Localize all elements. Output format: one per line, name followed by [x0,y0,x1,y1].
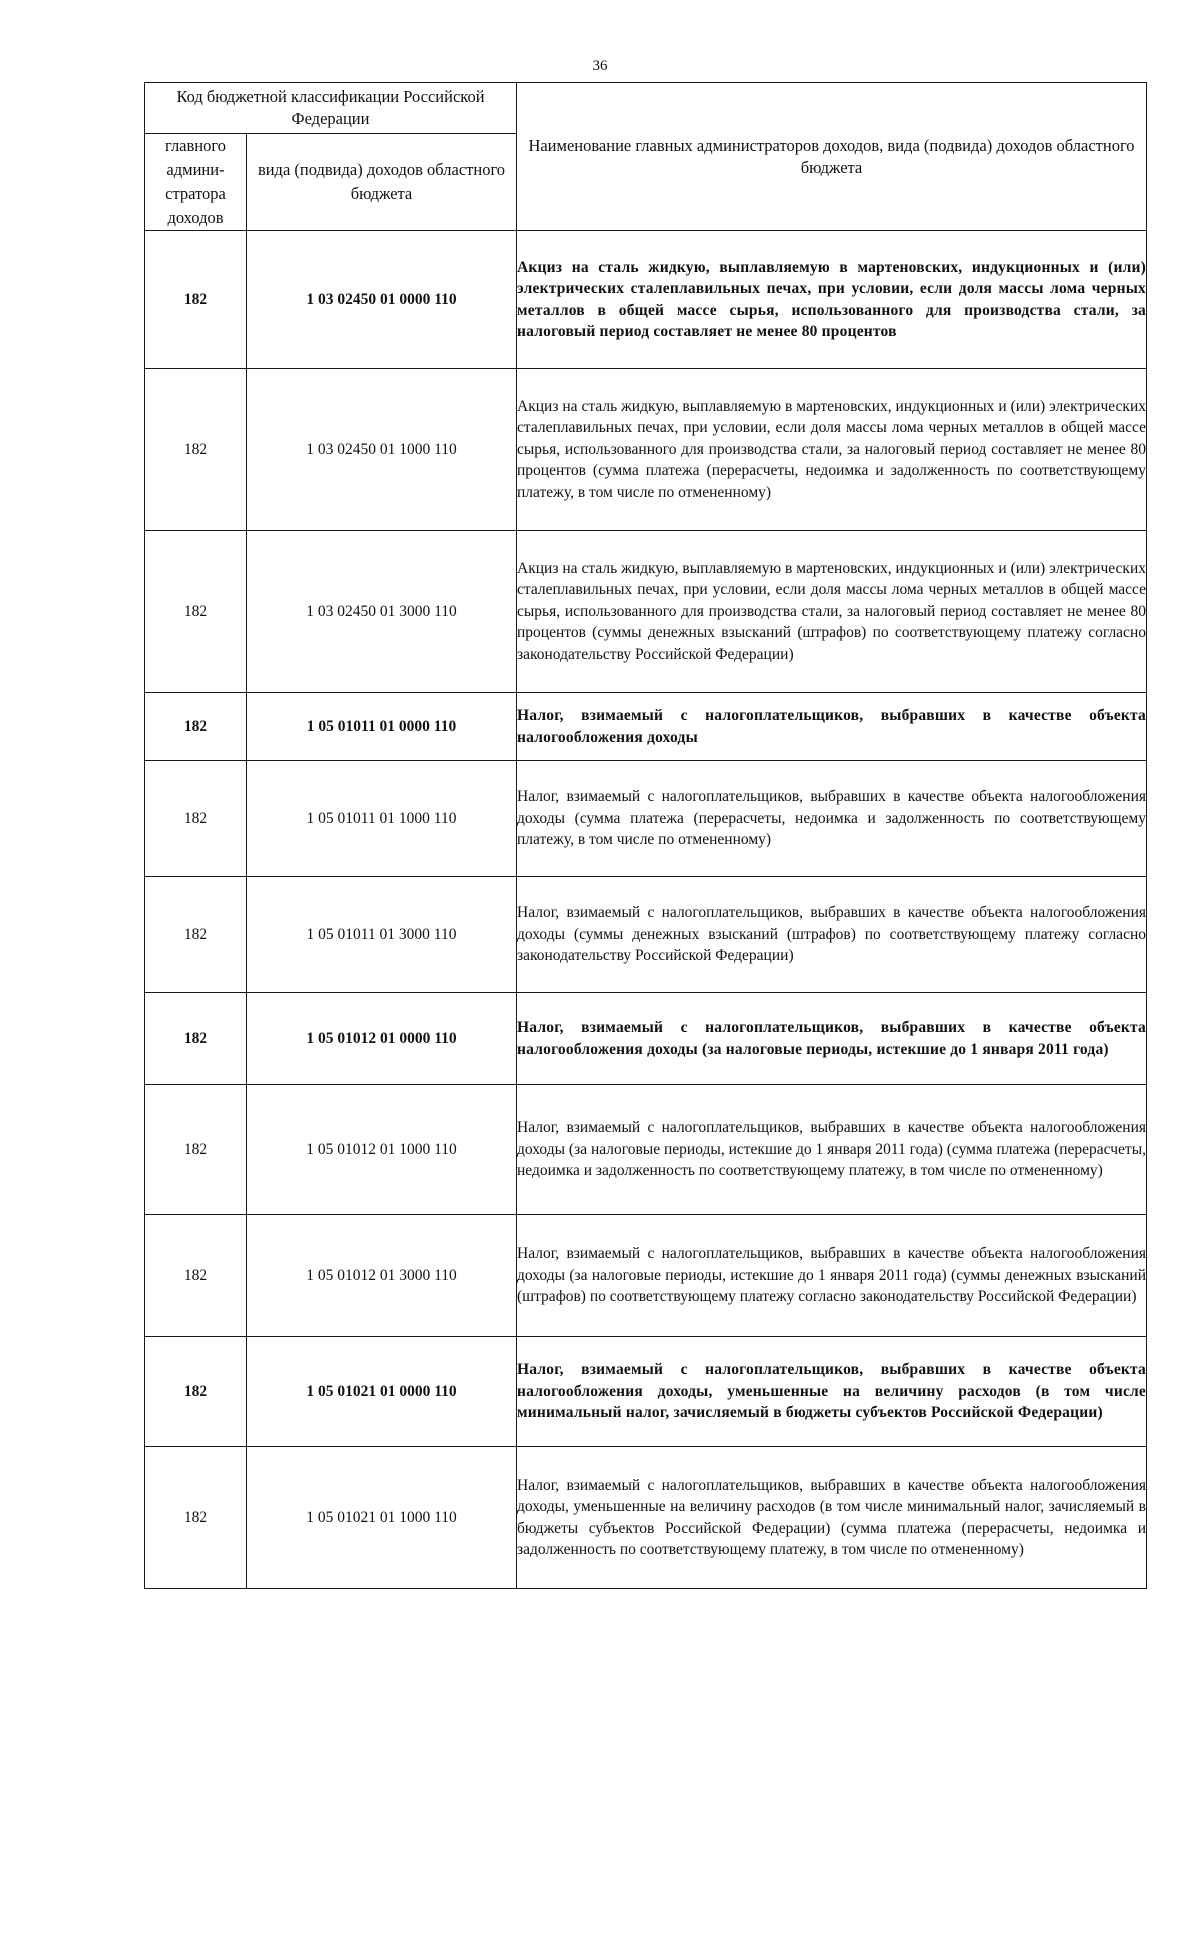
admin-code-cell: 182 [145,1447,247,1589]
budget-code-cell: 1 03 02450 01 0000 110 [247,231,517,369]
table-row [145,231,1147,369]
admin-code-cell: 182 [145,231,247,369]
table-row [145,369,1147,531]
admin-code-cell: 182 [145,993,247,1085]
page-number: 36 [592,58,608,74]
admin-code-cell: 182 [145,1337,247,1447]
revenue-name-cell: Налог, взимаемый с налогоплательщиков, выбравших в качестве объекта налогообложения доходы (сумма платежа (перерасчеты, недоимка и задолженность по соответствующему платежу, в том числе по отмененному) [517,761,1147,877]
budget-code-cell: 1 05 01012 01 1000 110 [247,1085,517,1215]
table-row [145,693,1147,761]
admin-code-cell: 182 [145,1085,247,1215]
header-code-group: Код бюджетной классификации Российской Федерации [145,83,517,134]
budget-code-cell: 1 03 02450 01 1000 110 [247,369,517,531]
table-row [145,1447,1147,1589]
revenue-name-cell: Налог, взимаемый с налогоплательщиков, выбравших в качестве объекта налогообложения доходы (за налоговые периоды, истекшие до 1 января 2011 года) [517,993,1147,1085]
table-row [145,531,1147,693]
admin-code-cell: 182 [145,369,247,531]
budget-code-cell: 1 05 01021 01 1000 110 [247,1447,517,1589]
budget-classification-table [144,82,1147,1589]
revenue-name-cell: Акциз на сталь жидкую, выплавляемую в мартеновских, индукционных и (или) электрических сталеплавильных печах, при условии, если доля массы лома черных металлов в общей массе сырья, использованного для производства стали, за налоговый период составляет не менее 80 процентов [517,231,1147,369]
table-row [145,877,1147,993]
table-row [145,993,1147,1085]
admin-code-cell: 182 [145,693,247,761]
table-body [145,231,1147,1589]
header-name-column: Наименование главных администраторов доходов, вида (подвида) доходов областного бюджета [517,83,1147,231]
revenue-name-cell: Налог, взимаемый с налогоплательщиков, выбравших в качестве объекта налогообложения доходы, уменьшенные на величину расходов (в том числе минимальный налог, зачисляемый в бюджеты субъектов Российской Федерации) (сумма платежа (перерасчеты, недоимка и задолженность по соответствующему платежу, в том числе по отмененному) [517,1447,1147,1589]
table-row [145,1337,1147,1447]
revenue-name-cell: Налог, взимаемый с налогоплательщиков, выбравших в качестве объекта налогообложения доходы, уменьшенные на величину расходов (в том числе минимальный налог, зачисляемый в бюджеты субъектов Российской Федерации) [517,1337,1147,1447]
budget-code-cell: 1 05 01011 01 0000 110 [247,693,517,761]
admin-code-cell: 182 [145,531,247,693]
header-admin-column: главного админи-стратора доходов [145,134,247,231]
header-row-top [145,83,1147,134]
budget-code-cell: 1 05 01021 01 0000 110 [247,1337,517,1447]
revenue-name-cell: Акциз на сталь жидкую, выплавляемую в мартеновских, индукционных и (или) электрических сталеплавильных печах, при условии, если доля массы лома черных металлов в общей массе сырья, использованного для производства стали, за налоговый период составляет не менее 80 процентов (суммы денежных взысканий (штрафов) по соответствующему платежу согласно законодательству Российской Федерации) [517,531,1147,693]
table-row [145,1215,1147,1337]
budget-code-cell: 1 05 01012 01 3000 110 [247,1215,517,1337]
revenue-name-cell: Акциз на сталь жидкую, выплавляемую в мартеновских, индукционных и (или) электрических сталеплавильных печах, при условии, если доля массы лома черных металлов в общей массе сырья, использованного для производства стали, за налоговый период составляет не менее 80 процентов (сумма платежа (перерасчеты, недоимка и задолженность по соответствующему платежу, в том числе по отмененному) [517,369,1147,531]
budget-code-cell: 1 03 02450 01 3000 110 [247,531,517,693]
budget-code-cell: 1 05 01011 01 1000 110 [247,761,517,877]
admin-code-cell: 182 [145,761,247,877]
revenue-name-cell: Налог, взимаемый с налогоплательщиков, выбравших в качестве объекта налогообложения доходы (суммы денежных взысканий (штрафов) по соответствующему платежу согласно законодательству Российской Федерации) [517,877,1147,993]
header-code-column: вида (подвида) доходов областного бюджета [247,134,517,231]
admin-code-cell: 182 [145,1215,247,1337]
table-row [145,1085,1147,1215]
admin-code-cell: 182 [145,877,247,993]
revenue-name-cell: Налог, взимаемый с налогоплательщиков, выбравших в качестве объекта налогообложения доходы (за налоговые периоды, истекшие до 1 января 2011 года) (суммы денежных взысканий (штрафов) по соответствующему платежу согласно законодательству Российской Федерации) [517,1215,1147,1337]
revenue-name-cell: Налог, взимаемый с налогоплательщиков, выбравших в качестве объекта налогообложения доходы (за налоговые периоды, истекшие до 1 января 2011 года) (сумма платежа (перерасчеты, недоимка и задолженность по соответствующему платежу, в том числе по отмененному) [517,1085,1147,1215]
budget-code-cell: 1 05 01012 01 0000 110 [247,993,517,1085]
budget-code-cell: 1 05 01011 01 3000 110 [247,877,517,993]
revenue-name-cell: Налог, взимаемый с налогоплательщиков, выбравших в качестве объекта налогообложения доходы [517,693,1147,761]
table-row [145,761,1147,877]
